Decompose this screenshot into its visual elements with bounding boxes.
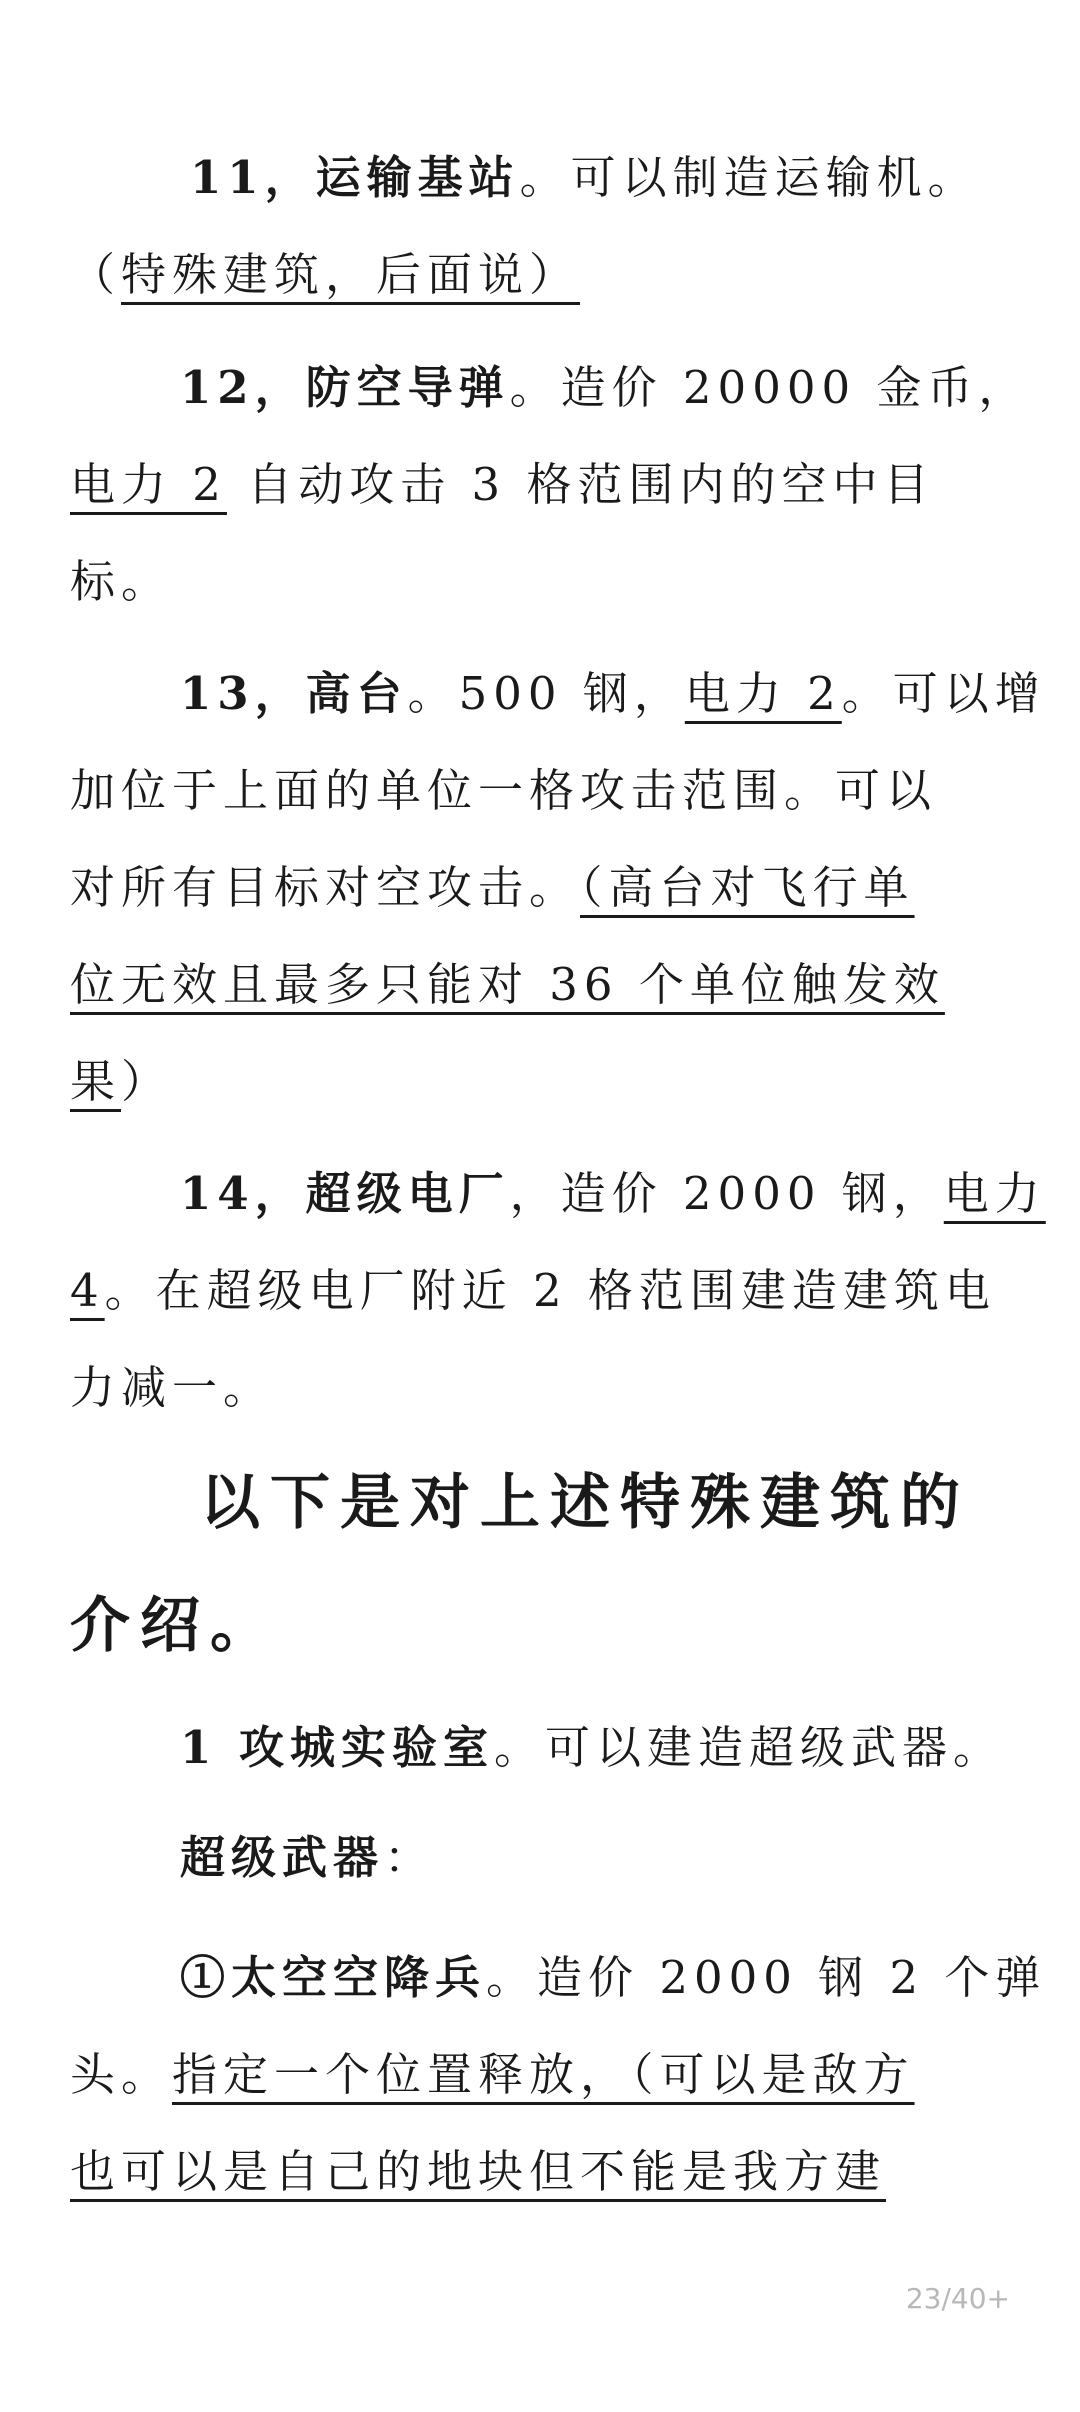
text-segment: 标。	[70, 555, 173, 608]
text-segment: 。可以建造超级武器。	[493, 1721, 1004, 1774]
text-segment: 。在超级电厂附近 2 格范围建造建筑电	[104, 1264, 996, 1317]
item-title: 13，高台	[180, 667, 408, 720]
text-line	[0, 840, 1080, 936]
underlined-text: 指定一个位置释放，（可以是敌方	[172, 2048, 915, 2101]
underlined-text: （高台对飞行单	[580, 861, 915, 914]
text-segment: 头。	[70, 2048, 173, 2101]
underlined-text: 电力 2	[684, 667, 842, 720]
text-line	[0, 1340, 1080, 1436]
item-title: 1 攻城实验室	[180, 1721, 494, 1774]
text-segment: 对所有目标对空攻击。	[70, 861, 581, 914]
text-line	[0, 2027, 1080, 2123]
text-line	[0, 1034, 1080, 1130]
text-segment: 。可以制造运输机。	[519, 151, 979, 204]
text-segment: 。造价 20000 金币，	[509, 361, 1030, 414]
page-indicator: 23/40+	[905, 2282, 1010, 2315]
item-title: 14，超级电厂	[180, 1167, 510, 1220]
text-line	[0, 534, 1080, 630]
text-segment: ，造价 2000 钢，	[509, 1167, 944, 1220]
underlined-text: 特殊建筑，后面说）	[121, 248, 581, 301]
text-segment: ：	[384, 1831, 436, 1884]
item-title: 超级武器	[180, 1831, 385, 1884]
text-segment: 。可以增	[841, 667, 1046, 720]
text-line	[0, 743, 1080, 839]
text-line	[0, 1700, 1080, 1796]
text-segment: ）	[121, 1055, 173, 1108]
text-line	[0, 937, 1080, 1033]
text-segment: 。造价 2000 钢 2 个弹	[486, 1951, 1047, 2004]
text-segment: 力减一。	[70, 1361, 275, 1414]
underlined-text: 也可以是自己的地块但不能是我方建	[70, 2145, 887, 2198]
text-segment: 加位于上面的单位一格攻击范围。可以	[70, 764, 938, 817]
item-title: ①太空空降兵	[180, 1951, 487, 2004]
underlined-text: 位无效且最多只能对 36 个单位触发效	[70, 958, 945, 1011]
text-line	[0, 1810, 1080, 1906]
text-line	[0, 340, 1080, 436]
underlined-text: 4	[70, 1264, 105, 1317]
item-title: 11，运输基站	[190, 151, 520, 204]
underlined-text: 电力	[943, 1167, 1046, 1220]
text-line	[0, 130, 1080, 226]
text-segment: 自动攻击 3 格范围内的空中目	[226, 458, 935, 511]
text-line	[0, 437, 1080, 533]
underlined-text: 电力 2	[70, 458, 227, 511]
section-heading-line-1: 以下是对上述特殊建筑的	[200, 1468, 970, 1538]
text-line	[0, 1243, 1080, 1339]
text-line	[0, 1146, 1080, 1242]
underlined-text: 果	[70, 1055, 122, 1108]
text-line	[0, 2124, 1080, 2220]
text-segment: 。500 钢，	[407, 667, 685, 720]
text-line	[0, 1930, 1080, 2026]
item-title: 12，防空导弹	[180, 361, 510, 414]
text-line	[0, 646, 1080, 742]
section-heading-line-2: 介绍。	[70, 1591, 280, 1661]
text-segment: （	[70, 248, 122, 301]
text-line	[0, 227, 1080, 323]
